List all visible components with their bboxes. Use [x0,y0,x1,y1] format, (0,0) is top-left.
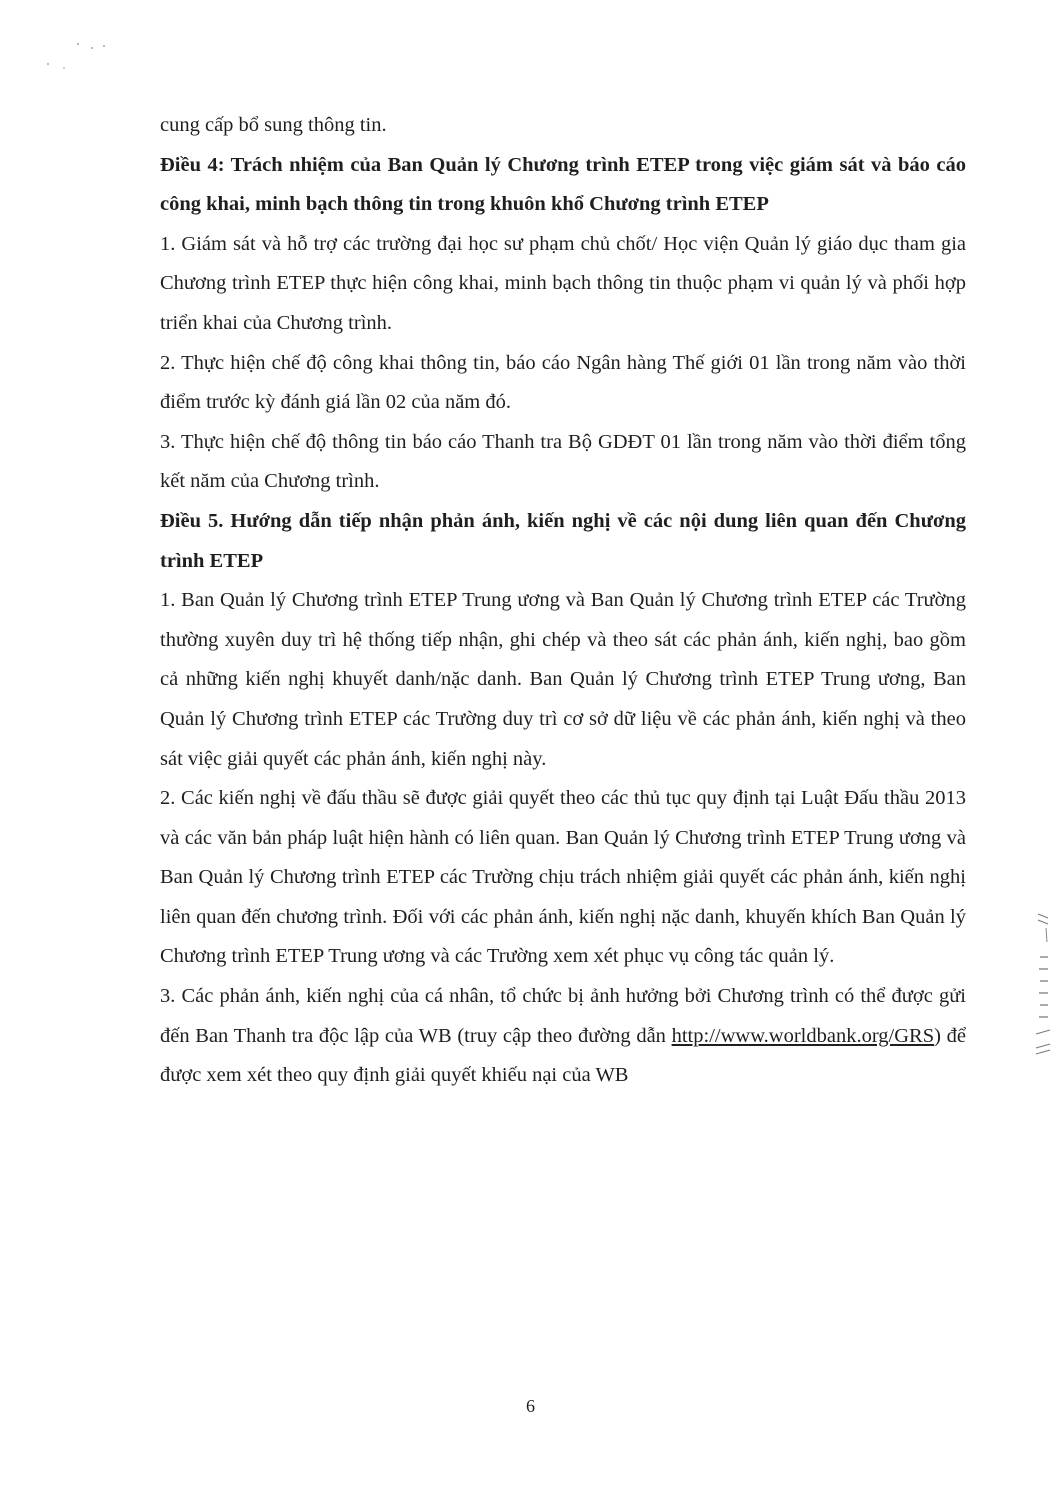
article-5-item-3-text-end: ) để được xem xét theo quy định giải quyết khiếu nại của WB [160,1024,966,1087]
article-4-item-2: 2. Thực hiện chế độ công khai thông tin, báo cáo Ngân hàng Thế giới 01 lần trong năm vào thời điểm trước kỳ đánh giá lần 02 của năm đó. [160,351,966,414]
article-5-item-3-text-start: 3. Các phản ánh, kiến nghị của cá nhân, tổ chức bị ảnh hưởng bởi Chương trình có thể được gửi đến Ban Thanh tra độc lập của WB (truy cập theo đường dẫn [160,985,966,1047]
article-5-item-2: 2. Các kiến nghị về đấu thầu sẽ được giải quyết theo các thủ tục quy định tại Luật Đấu thầu 2013 và các văn bản pháp luật hiện hành có liên quan. Ban Quản lý Chương trình ETEP Trung ương và Ban Quản lý Chương trình ETEP các Trường chịu trách nhiệm giải quyết các phản ánh, kiến nghị liên quan đến chương trình. Đối với các phản ánh, kiến nghị nặc danh, khuyến khích Ban Quản lý Chương trình ETEP Trung ương và các Trường xem xét phục vụ công tác quản lý. [160,787,966,968]
article-4-item-1: 1. Giám sát và hỗ trợ các trường đại học sư phạm chủ chốt/ Học viện Quản lý giáo dục tham gia Chương trình ETEP thực hiện công khai, minh bạch thông tin thuộc phạm vi quản lý và phối hợp triển khai của Chương trình. [160,232,966,334]
article-5-heading: Điều 5. Hướng dẫn tiếp nhận phản ánh, kiến nghị về các nội dung liên quan đến Chương trình ETEP [160,509,966,572]
document-body [160,106,966,1096]
paragraph-continuation: cung cấp bổ sung thông tin. [160,114,387,136]
article-4-item-3: 3. Thực hiện chế độ thông tin báo cáo Thanh tra Bộ GDĐT 01 lần trong năm vào thời điểm tổng kết năm của Chương trình. [160,430,966,493]
article-5-item-3 [160,977,966,1096]
page-number: 6 [526,1396,535,1416]
grs-link[interactable]: http://www.worldbank.org/GRS [671,1024,935,1047]
scan-specks [40,40,110,70]
margin-seal-fragment [1032,912,1054,1062]
article-5-item-1: 1. Ban Quản lý Chương trình ETEP Trung ương và Ban Quản lý Chương trình ETEP các Trường thường xuyên duy trì hệ thống tiếp nhận, ghi chép và theo sát các phản ánh, kiến nghị, bao gồm cả những kiến nghị khuyết danh/nặc danh. Ban Quản lý Chương trình ETEP Trung ương, Ban Quản lý Chương trình ETEP các Trường duy trì cơ sở dữ liệu về các phản ánh, kiến nghị và theo sát việc giải quyết các phản ánh, kiến nghị này. [160,589,966,770]
article-4-heading: Điều 4: Trách nhiệm của Ban Quản lý Chương trình ETEP trong việc giám sát và báo cáo công khai, minh bạch thông tin trong khuôn khổ Chương trình ETEP [160,153,966,216]
